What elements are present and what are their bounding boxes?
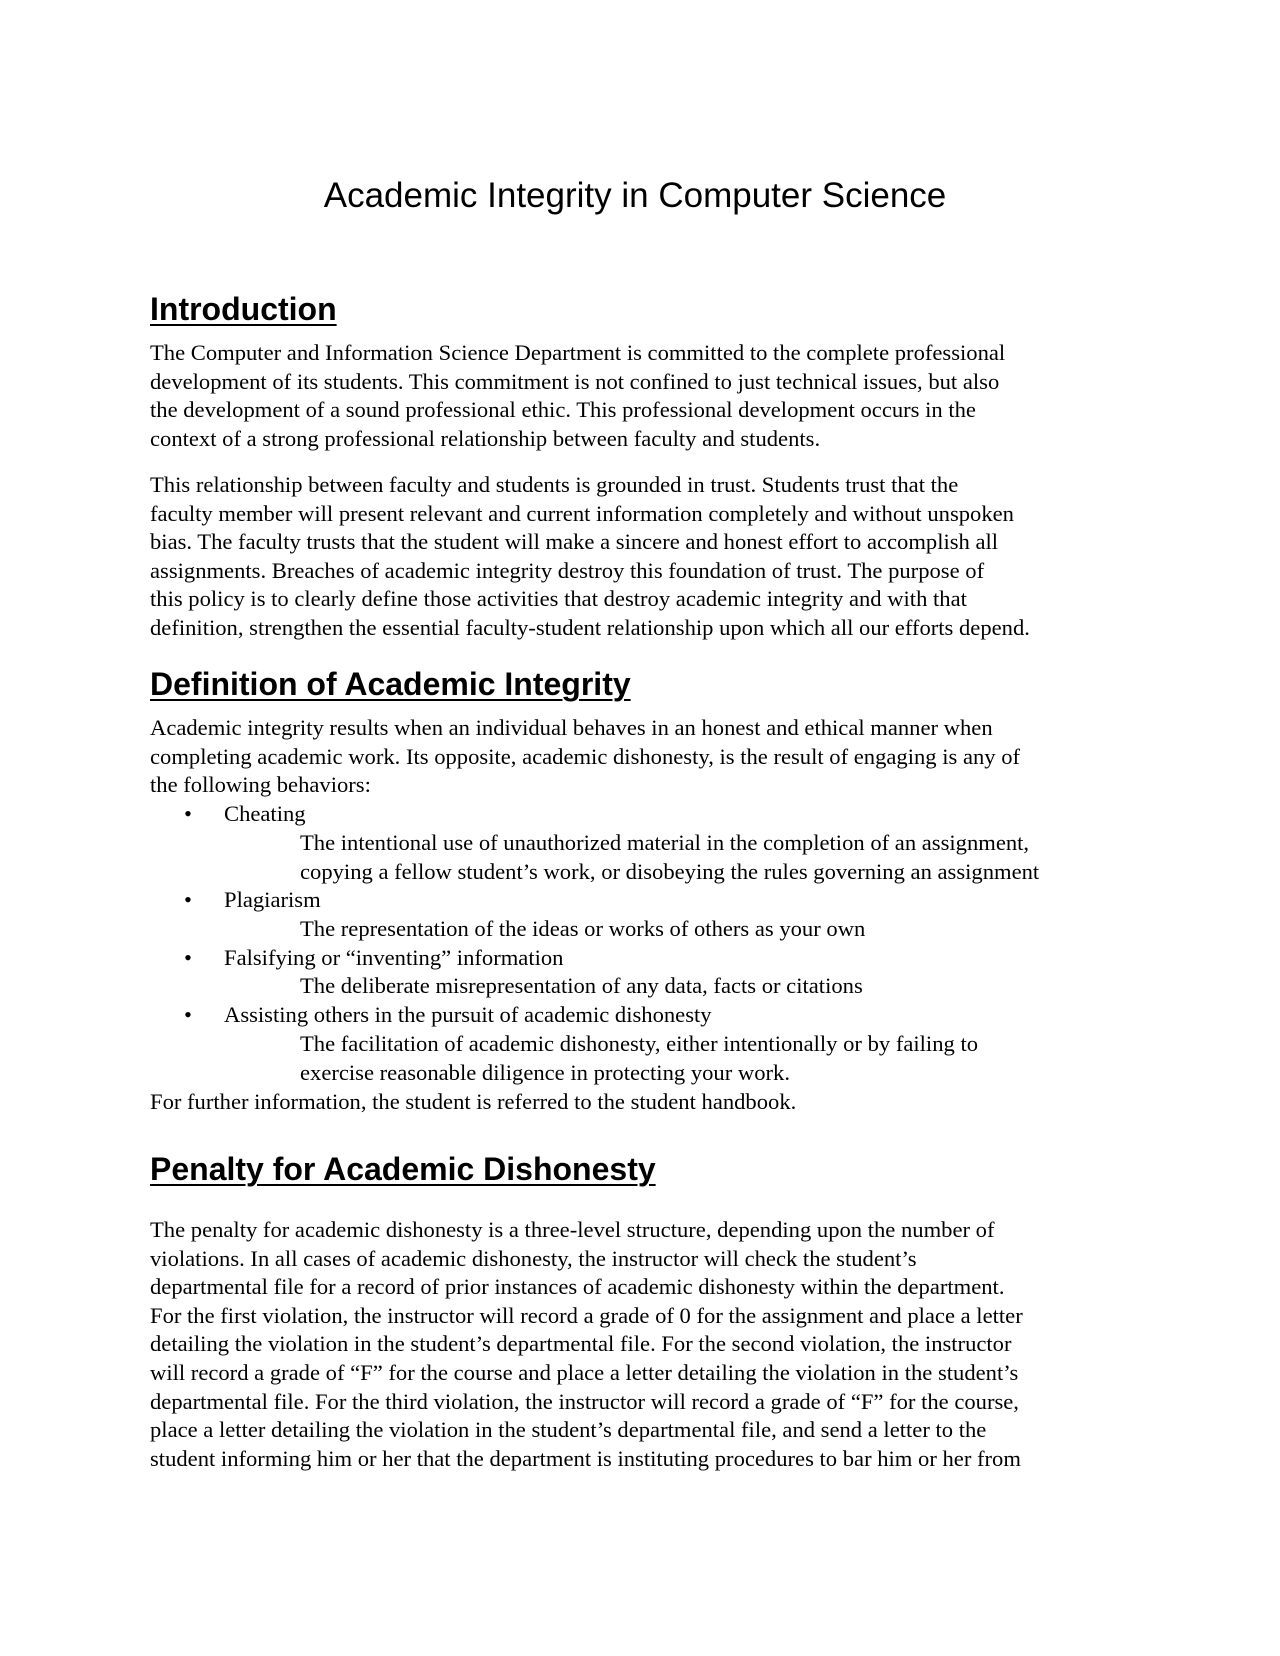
bullet-icon: • xyxy=(184,887,192,912)
text-line: faculty member will present relevant and current information completely and without unspoken xyxy=(150,500,1014,526)
text-line: exercise reasonable diligence in protecting your work. xyxy=(300,1059,790,1085)
text-line: definition, strengthen the essential faculty-student relationship upon which all our efforts depend. xyxy=(150,614,1030,640)
definition-intro xyxy=(150,714,1140,800)
intro-paragraph-1 xyxy=(150,339,1140,453)
list-item-description xyxy=(300,1030,1160,1087)
further-info xyxy=(150,1088,1140,1117)
text-line: This relationship between faculty and students is grounded in trust. Students trust that the xyxy=(150,472,959,497)
text-line: context of a strong professional relationship between faculty and students. xyxy=(150,425,821,451)
list-item-term: Assisting others in the pursuit of academic dishonesty xyxy=(224,1002,712,1027)
text-line: place a letter detailing the violation in the student’s departmental file, and send a letter to the xyxy=(150,1417,987,1443)
list-item-description xyxy=(300,972,1160,1001)
intro-paragraph-2 xyxy=(150,471,1140,643)
heading-introduction: Introduction xyxy=(150,291,337,327)
text-line: completing academic work. Its opposite, academic dishonesty, is the result of engaging is any of xyxy=(150,743,1021,769)
document-title: Academic Integrity in Computer Science xyxy=(323,176,947,215)
bullet-icon: • xyxy=(184,801,192,826)
penalty-paragraph xyxy=(150,1216,1140,1473)
text-line: the following behaviors: xyxy=(150,772,371,798)
text-line: violations. In all cases of academic dishonesty, the instructor will check the student’s xyxy=(150,1245,917,1271)
list-item-description xyxy=(300,829,1160,886)
text-line: Academic integrity results when an individual behaves in an honest and ethical manner when xyxy=(150,715,993,740)
text-line: The deliberate misrepresentation of any data, facts or citations xyxy=(300,973,863,998)
text-line: For the first violation, the instructor will record a grade of 0 for the assignment and place a letter xyxy=(150,1302,1023,1328)
heading-penalty: Penalty for Academic Dishonesty xyxy=(150,1151,656,1187)
text-line: this policy is to clearly define those activities that destroy academic integrity and with that xyxy=(150,586,967,612)
text-line: departmental file for a record of prior instances of academic dishonesty within the department. xyxy=(150,1274,1005,1300)
text-line: The penalty for academic dishonesty is a three-level structure, depending upon the number of xyxy=(150,1217,995,1242)
text-line: detailing the violation in the student’s departmental file. For the second violation, the instructor xyxy=(150,1331,1012,1357)
bullet-icon: • xyxy=(184,1002,192,1027)
text-line: the development of a sound professional ethic. This professional development occurs in the xyxy=(150,397,976,423)
text-line: will record a grade of “F” for the course and place a letter detailing the violation in the student’s xyxy=(150,1359,1019,1385)
text-line: departmental file. For the third violation, the instructor will record a grade of “F” for the course, xyxy=(150,1388,1019,1414)
text-line: student informing him or her that the department is instituting procedures to bar him or her from xyxy=(150,1445,1021,1471)
text-line: The representation of the ideas or works of others as your own xyxy=(300,916,866,941)
bullet-icon: • xyxy=(184,945,192,970)
list-item-term: Cheating xyxy=(224,801,306,826)
text-line: development of its students. This commitment is not confined to just technical issues, but also xyxy=(150,368,1000,394)
list-item-term: Falsifying or “inventing” information xyxy=(224,945,564,970)
list-item-description xyxy=(300,915,1160,944)
text-line: assignments. Breaches of academic integrity destroy this foundation of trust. The purpose of xyxy=(150,557,985,583)
text-line: For further information, the student is referred to the student handbook. xyxy=(150,1089,797,1114)
list-item-term: Plagiarism xyxy=(224,887,321,912)
text-line: The intentional use of unauthorized material in the completion of an assignment, xyxy=(300,830,1030,855)
text-line: The facilitation of academic dishonesty, either intentionally or by failing to xyxy=(300,1031,979,1056)
heading-definition: Definition of Academic Integrity xyxy=(150,666,631,702)
text-line: copying a fellow student’s work, or disobeying the rules governing an assignment xyxy=(300,858,1040,884)
text-line: bias. The faculty trusts that the student will make a sincere and honest effort to accomplish all xyxy=(150,529,999,555)
text-line: The Computer and Information Science Department is committed to the complete professional xyxy=(150,340,1006,365)
